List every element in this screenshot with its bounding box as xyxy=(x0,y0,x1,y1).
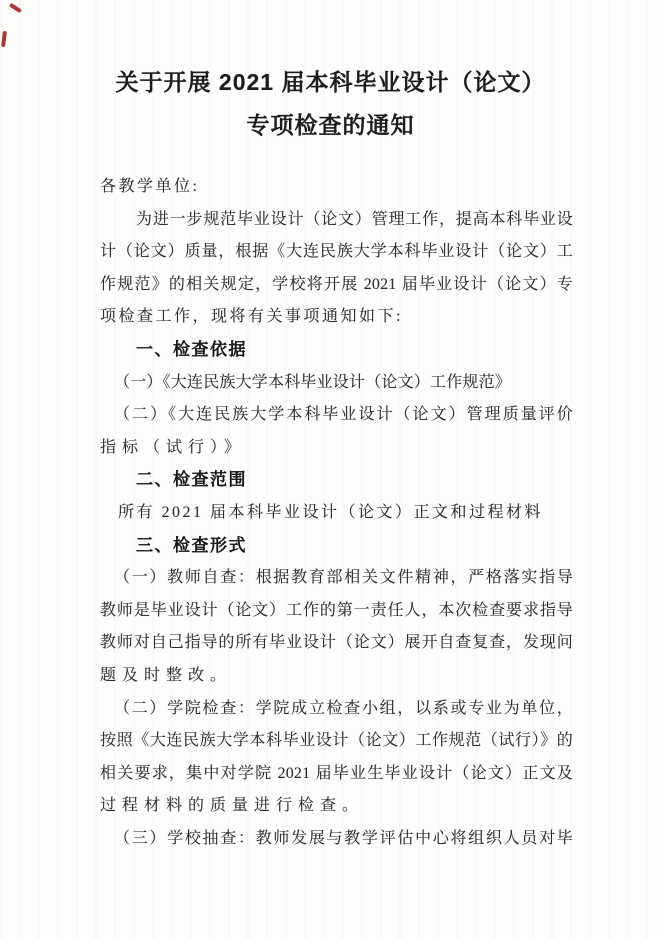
text-line: 题及时整改。 xyxy=(100,666,233,684)
text-line: 教师对自己指导的所有毕业设计（论文）展开自查复查，发现问 xyxy=(100,634,573,652)
text-line: 为进一步规范毕业设计（论文）管理工作，提高本科毕业设 xyxy=(136,210,573,228)
text-line: （一）《大连民族大学本科毕业设计（论文）工作规范》 xyxy=(114,373,512,391)
notice-title-line-1: 关于开展 2021 届本科毕业设计（论文） xyxy=(115,69,546,95)
text-line: （二）《大连民族大学本科毕业设计（论文）管理质量评价 xyxy=(114,406,573,424)
notice-title xyxy=(0,61,661,147)
text-line: （一）教师自查：根据教育部相关文件精神，严格落实指导 xyxy=(114,569,573,587)
text-line: 作规范》的相关规定，学校将开展 2021 届毕业设计（论文）专 xyxy=(100,275,573,293)
text-line: （二）学院检查：学院成立检查小组，以系或专业为单位， xyxy=(114,699,573,717)
red-ink-mark-top xyxy=(9,3,22,13)
notice-title-line-2: 专项检查的通知 xyxy=(246,112,415,138)
text-line: 过程材料的质量进行检查。 xyxy=(100,797,365,815)
text-line: （三）学校抽查：教师发展与教学评估中心将组织人员对毕 xyxy=(114,829,573,847)
text-line: 各教学单位: xyxy=(100,178,200,195)
section-heading: 二、检查范围 xyxy=(136,470,247,490)
notice-body xyxy=(100,171,573,855)
section-heading: 三、检查形式 xyxy=(136,535,247,555)
red-ink-mark-left xyxy=(1,31,7,47)
text-line: 按照《大连民族大学本科毕业设计（论文）工作规范（试行）》的 xyxy=(100,732,573,750)
text-line: 计（论文）质量，根据《大连民族大学本科毕业设计（论文）工 xyxy=(100,243,573,261)
section-heading: 一、检查依据 xyxy=(136,339,247,359)
text-line: 指标（试行）》 xyxy=(100,438,247,456)
text-line: 相关要求，集中对学院 2021 届毕业生毕业设计（论文）正文及 xyxy=(100,764,573,782)
text-line: 教师是毕业设计（论文）工作的第一责任人，本次检查要求指导 xyxy=(100,601,573,619)
text-line: 项检查工作，现将有关事项通知如下: xyxy=(100,308,403,326)
text-line: 所有 2021 届本科毕业设计（论文）正文和过程材料 xyxy=(118,503,544,521)
